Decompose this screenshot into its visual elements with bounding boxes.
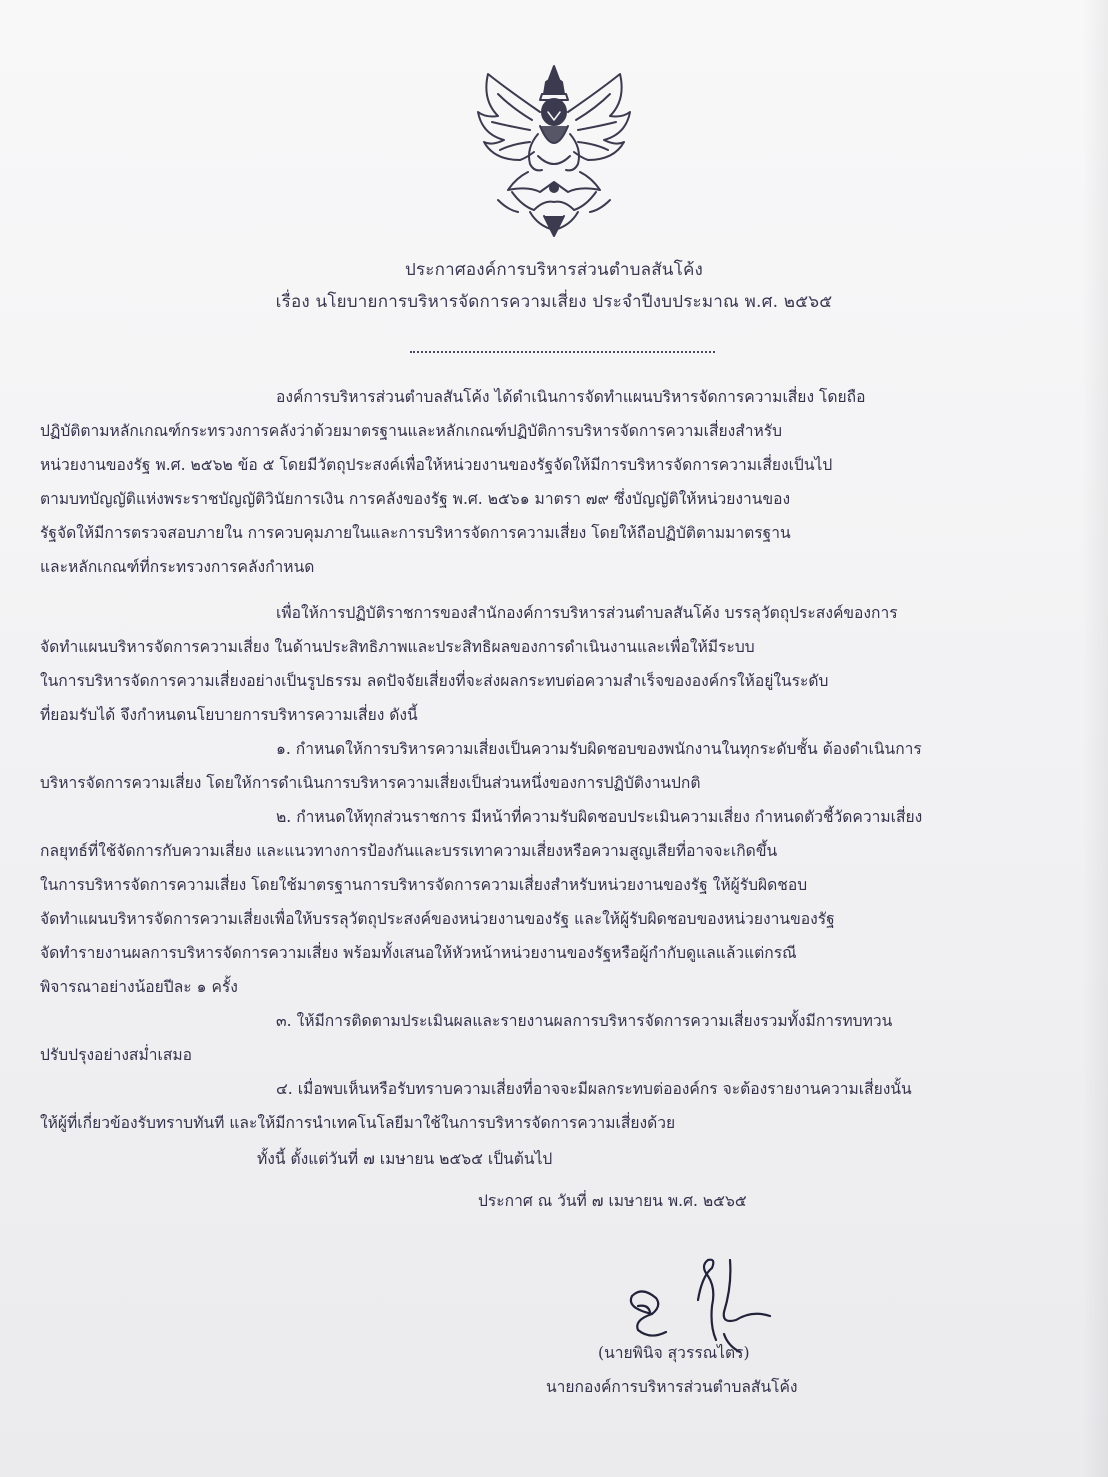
body-line: ตามบทบัญญัติแห่งพระราชบัญญัติวินัยการเงิน การคลังของรัฐ พ.ศ. ๒๕๖๑ มาตรา ๗๙ ซึ่งบัญญัติให้หน่วยงานของ xyxy=(40,490,791,508)
body-line: ในการบริหารจัดการความเสี่ยงอย่างเป็นรูปธรรม ลดปัจจัยเสี่ยงที่จะส่งผลกระทบต่อความสำเร็จขององค์กรให้อยู่ในระดับ xyxy=(40,672,829,690)
body-paragraph xyxy=(40,732,1018,800)
announcement-date-line: ประกาศ ณ วันที่ ๗ เมษายน พ.ศ. ๒๕๖๕ xyxy=(478,1192,747,1210)
body-paragraph xyxy=(40,1004,1018,1072)
body-line: จัดทำแผนบริหารจัดการความเสี่ยงเพื่อให้บรรลุวัตถุประสงค์ของหน่วยงานของรัฐ และให้ผู้รับผิดชอบของหน่วยงานของรัฐ xyxy=(40,910,835,928)
body-line: ๒. กำหนดให้ทุกส่วนราชการ มีหน้าที่ความรับผิดชอบประเมินความเสี่ยง กำหนดตัวชี้วัดความเสี่ยง xyxy=(276,808,923,826)
effective-date-line: ทั้งนี้ ตั้งแต่วันที่ ๗ เมษายน ๒๕๖๕ เป็นต้นไป xyxy=(257,1150,553,1168)
body-line: หน่วยงานของรัฐ พ.ศ. ๒๕๖๒ ข้อ ๕ โดยมีวัตถุประสงค์เพื่อให้หน่วยงานของรัฐจัดให้มีการบริหารจัดการความเสี่ยงเป็นไป xyxy=(40,456,833,474)
document-subject: เรื่อง นโยบายการบริหารจัดการความเสี่ยง ประจำปีงบประมาณ พ.ศ. ๒๕๖๕ xyxy=(275,292,833,312)
body-paragraph xyxy=(40,380,1018,584)
body-line: พิจารณาอย่างน้อยปีละ ๑ ครั้ง xyxy=(40,978,238,996)
body-line: จัดทำแผนบริหารจัดการความเสี่ยง ในด้านประสิทธิภาพและประสิทธิผลของการดำเนินงานและเพื่อให้มีระบบ xyxy=(40,638,755,656)
document-body xyxy=(40,380,1018,1140)
title-divider xyxy=(410,351,715,353)
paper-edge-shadow xyxy=(1082,0,1108,1477)
signer-name: (นายพินิจ สุวรรณไตร) xyxy=(598,1344,750,1362)
body-paragraph xyxy=(40,596,1018,732)
document-title: ประกาศองค์การบริหารส่วนตำบลสันโค้ง xyxy=(404,260,704,280)
body-line: บริหารจัดการความเสี่ยง โดยให้การดำเนินการบริหารความเสี่ยงเป็นส่วนหนึ่งของการปฏิบัติงานปกติ xyxy=(40,774,701,792)
body-line: องค์การบริหารส่วนตำบลสันโค้ง ได้ดำเนินการจัดทำแผนบริหารจัดการความเสี่ยง โดยถือ xyxy=(276,388,866,406)
body-paragraph xyxy=(40,1072,1018,1140)
body-line: ในการบริหารจัดการความเสี่ยง โดยใช้มาตรฐานการบริหารจัดการความเสี่ยงสำหรับหน่วยงานของรัฐ ให้ผู้รับผิดชอบ xyxy=(40,876,808,894)
garuda-emblem-icon xyxy=(468,60,640,240)
handwritten-signature-icon xyxy=(612,1236,782,1356)
body-line: ปรับปรุงอย่างสม่ำเสมอ xyxy=(40,1046,192,1064)
body-line: ให้ผู้ที่เกี่ยวข้องรับทราบทันที และให้มีการนำเทคโนโลยีมาใช้ในการบริหารจัดการความเสี่ยงด้วย xyxy=(40,1114,676,1132)
body-line: ปฏิบัติตามหลักเกณฑ์กระทรวงการคลังว่าด้วยมาตรฐานและหลักเกณฑ์ปฏิบัติการบริหารจัดการความเสี่ยงสำหรับ xyxy=(40,422,783,440)
body-paragraph xyxy=(40,800,1018,1004)
body-line: และหลักเกณฑ์ที่กระทรวงการคลังกำหนด xyxy=(40,558,315,576)
body-line: กลยุทธ์ที่ใช้จัดการกับความเสี่ยง และแนวทางการป้องกันและบรรเทาความเสี่ยงหรือความสูญเสียที่อาจจะเกิดขึ้น xyxy=(40,842,778,860)
body-line: ๔. เมื่อพบเห็นหรือรับทราบความเสี่ยงที่อาจจะมีผลกระทบต่อองค์กร จะต้องรายงานความเสี่ยงนั้น xyxy=(276,1080,912,1098)
body-line: ๑. กำหนดให้การบริหารความเสี่ยงเป็นความรับผิดชอบของพนักงานในทุกระดับชั้น ต้องดำเนินการ xyxy=(276,740,922,758)
body-line: ๓. ให้มีการติดตามประเมินผลและรายงานผลการบริหารจัดการความเสี่ยงรวมทั้งมีการทบทวน xyxy=(276,1012,893,1030)
body-line: ที่ยอมรับได้ จึงกำหนดนโยบายการบริหารความเสี่ยง ดังนี้ xyxy=(40,706,418,724)
signer-position: นายกองค์การบริหารส่วนตำบลสันโค้ง xyxy=(546,1378,798,1396)
body-line: เพื่อให้การปฏิบัติราชการของสำนักองค์การบริหารส่วนตำบลสันโค้ง บรรลุวัตถุประสงค์ของการ xyxy=(276,604,898,622)
body-line: จัดทำรายงานผลการบริหารจัดการความเสี่ยง พร้อมทั้งเสนอให้หัวหน้าหน่วยงานของรัฐหรือผู้กำกับดูแลแล้วแต่กรณี xyxy=(40,944,797,962)
body-line: รัฐจัดให้มีการตรวจสอบภายใน การควบคุมภายในและการบริหารจัดการความเสี่ยง โดยให้ถือปฏิบัติตามมาตรฐาน xyxy=(40,524,791,542)
